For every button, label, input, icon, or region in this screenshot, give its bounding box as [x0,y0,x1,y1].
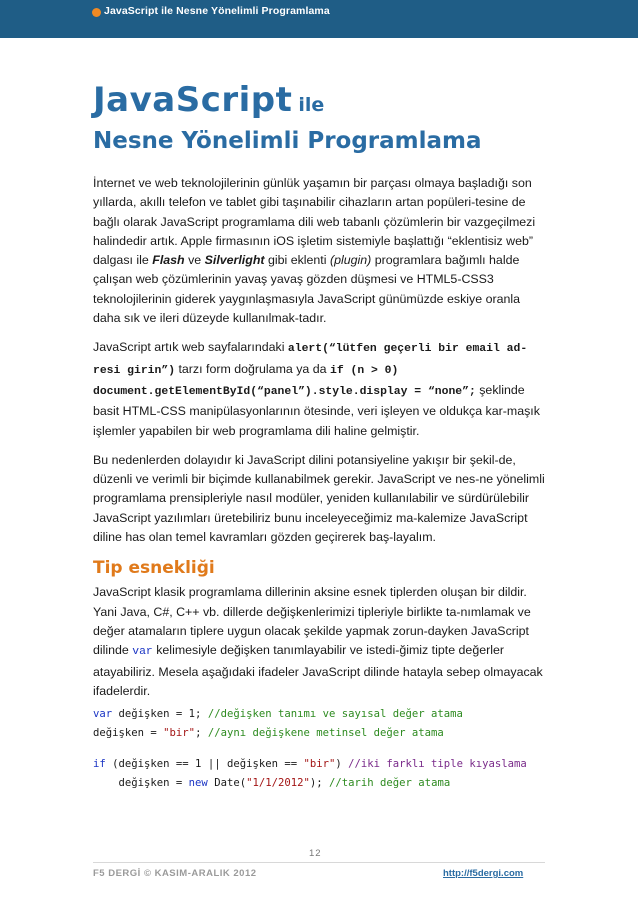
text: kelimesiyle değişken tanımlayabilir ve istedi-ğimiz tipte değerler atayabiliriz. Mesela aşağıdaki ifadeler JavaScript dilinde hatayla sebep olmayacak ifadelerdir. [93,643,543,698]
text: ve [184,253,205,268]
text: şeklinde basit HTML-CSS manipülasyonlarının ötesinde, veri işleyen ve oldukça kar-maşık işlemler yapabilen bir web programlama dili haline gelmiştir. [93,382,540,438]
article-subtitle: Nesne Yönelimli Programlama [93,128,482,154]
header-title: JavaScript ile Nesne Yönelimli Programlama [104,5,330,17]
text: JavaScript klasik programlama dillerinin aksine esnek tiplerden oluşan bir dildir. Yani Java, C#, C++ vb. dillerde değişkenlerimizi tipleriyle birlikte ta-nımlamak ve değer atamaların tiplere uygun olacak şekilde yapmak zorun-dayken JavaScript dilinde [93,585,531,658]
paragraph-reason: Bu nedenlerden dolayıdır ki JavaScript dilini potansiyeline yakışır bir şekil-de, düzenli ve verimli bir biçimde kullanabilmek gerekir. JavaScript ve nes-ne yönelimli programlama prensipleriyle nasıl modüler, yeniden kullanılabilir ve sürdürülebilir JavaScript yazılımları üretebiliriz bunu inceleyeceğimiz ma-kalemize JavaScript diline has olan temel kavramları gözden geçirerek baş-layalım. [93,452,545,545]
footer-link[interactable]: http://f5dergi.com [443,868,524,879]
text: İnternet ve web teknolojilerinin günlük yaşamın bir parçası olmaya başladığı son yıllarda, akıllı telefon ve tablet gibi taşınabilir cihazların artan popüleri-tesine de bağlı olarak JavaScript programlama dili web tabanlı çözümlerin bir vazgeçilmezi halindedir artık. Apple firmasının iOS işletim sistemiyle başlattığı “eklentisiz web” dalgası ile [93,176,536,268]
code-line: değişken = new Date("1/1/2012"); //tarih değer atama [93,777,451,790]
paragraph-intro [93,174,545,328]
text: tarzı form doğrulama ya da [175,361,330,376]
text: programlara bağımlı halde çalışan web çözümlerinin yavaş yavaş gözden düşmesi ve HTML5-CSS3 teknolojilerinin giderek yaygınlaşmasıyla JavaScript günümüzde eskiye oranla daha sık ve ileri düzeyde kullanılmak-tadır. [93,253,521,326]
text: JavaScript artık web sayfalarındaki [93,340,288,355]
title-main: JavaScript [93,80,293,120]
inline-code: var [132,646,153,659]
footer-divider [93,862,545,863]
code-block [93,705,545,793]
paragraph-types [93,583,545,701]
inline-code: alert(“lütfen geçerli bir email ad-resi girin”) [93,343,528,377]
page-number: 12 [309,848,322,859]
title-ile: ile [298,94,325,116]
silverlight-term: Silverlight [204,253,265,268]
code-line: if (değişken == 1 || değişken == "bir") //iki farklı tiple kıyaslama [93,758,527,771]
bullet-icon [92,8,101,17]
code-line: değişken = "bir"; //aynı değişkene metinsel değer atama [93,727,444,740]
text: gibi eklenti [264,253,330,268]
paragraph-usage [93,338,545,440]
flash-term: Flash [152,253,185,268]
section-title: Tip esnekliği [93,558,215,579]
plugin-term: (plugin) [329,253,372,268]
footer-issue: F5 DERGİ © KASIM-ARALIK 2012 [93,868,257,879]
inline-code: if (n > 0) document.getElementById(“panel”).style.display = “none”; [93,364,476,398]
header-bar [0,0,638,38]
article-body [93,174,545,793]
code-line: var değişken = 1; //değişken tanımı ve sayısal değer atama [93,708,463,721]
article-title [93,80,324,120]
